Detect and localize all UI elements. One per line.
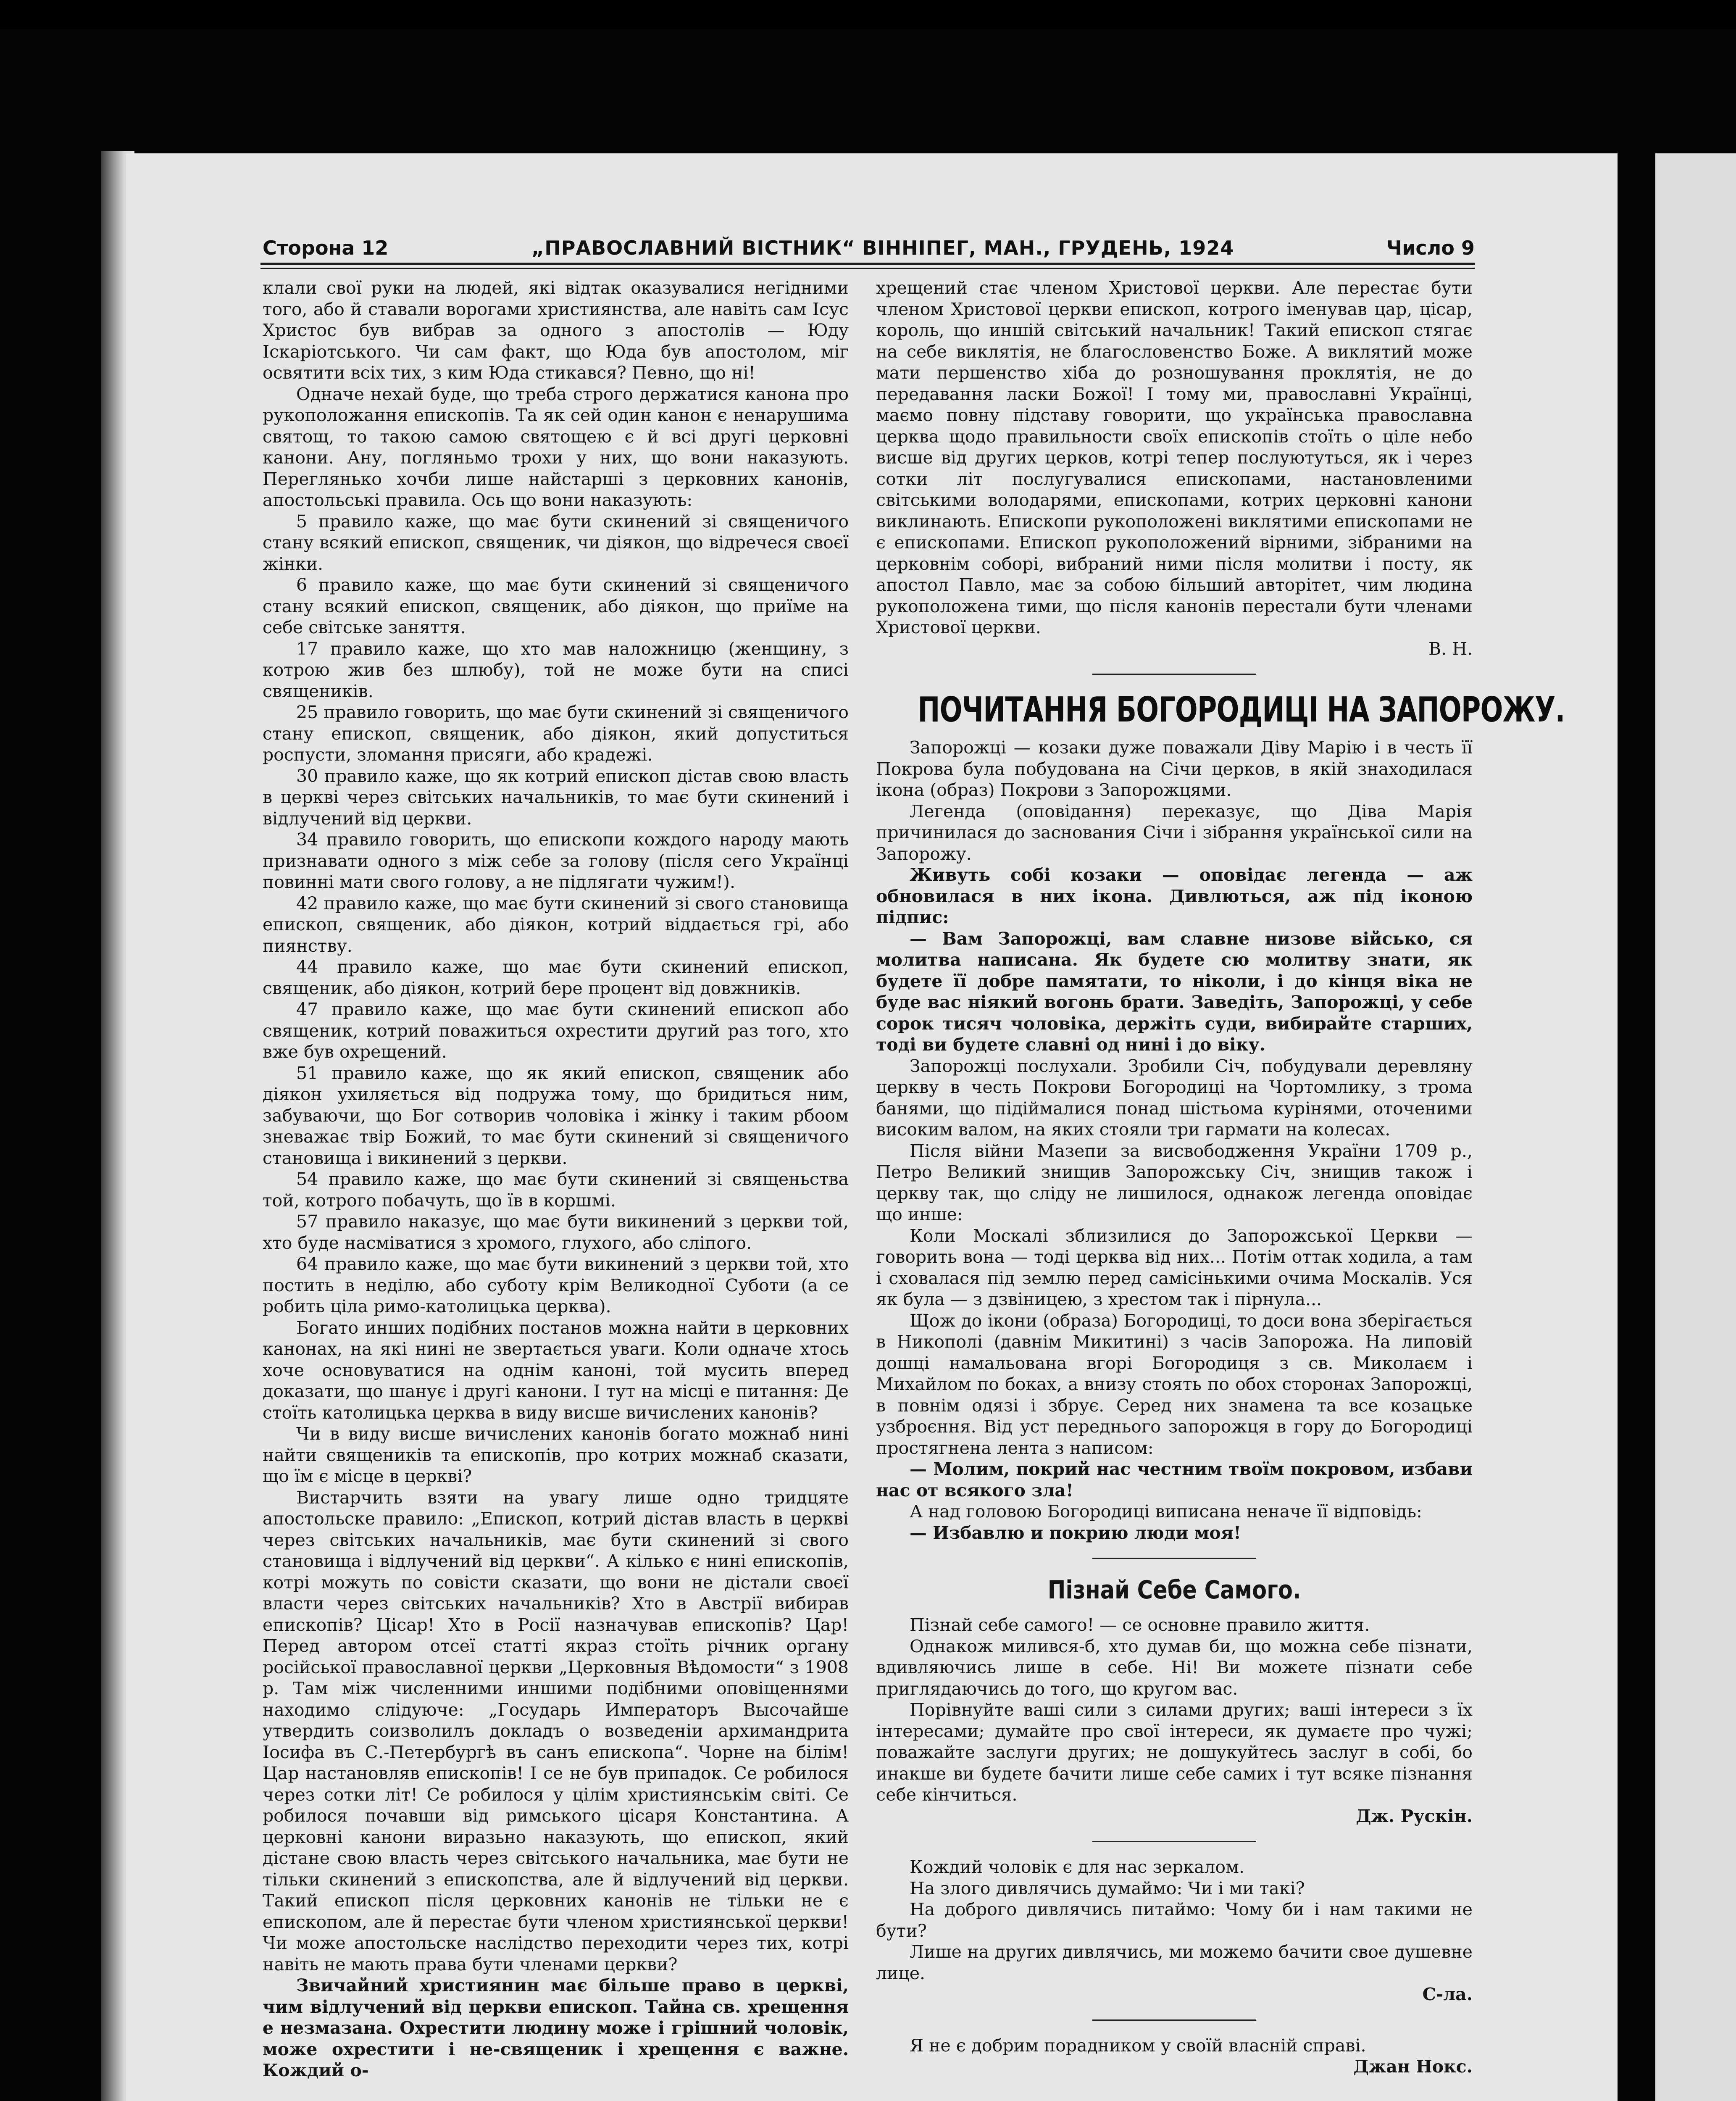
- right-column: [876, 277, 1565, 2077]
- paragraph: 51 правило каже, що як який епископ, священик або діякон ухиляється від подружа тому, що бридиться ним, забуваючи, що Бог сотворив чоловіка і жінку і таким рбоом зневажає твір Божий, то має бути скинений зі священичого становища і викинений з церкви.: [263, 1063, 849, 1168]
- paragraph: Живуть собі козаки — оповідає легенда — аж обновилася в них ікона. Дивлються, аж під іконою підпис:: [876, 865, 1473, 927]
- header-rule: [260, 263, 1475, 265]
- paragraph: 34 правило говорить, що епископи кождого народу мають признавати одного з між себе за голову (після сего Українці повинні мати свого голову, а не підлягати чужим!).: [263, 829, 849, 892]
- paragraph: Лише на других дивлячись, ми можемо бачити свое душевне лице.: [876, 1942, 1473, 1983]
- author-signature: В. Н.: [1428, 638, 1473, 659]
- paragraph: 30 правило каже, що як котрий епископ дістав свою власть в церкві через світських начальників, то має бути скинений і відлучений від церкви.: [263, 766, 849, 829]
- paragraph: клали свої руки на людей, які відтак оказувалися негідними того, або й ставали ворогами християнства, але навіть сам Ісус Христос був вибрав за одного з апостолів — Юду Іскаріотського. Чи сам факт, що Юда був апостолом, міг освятити всіх тих, з ким Юда стикався? Певно, що ні!: [263, 278, 849, 383]
- left-column: [263, 277, 849, 2081]
- author-signature: Джан Нокс.: [1353, 2056, 1473, 2077]
- header-rule-thin: [260, 268, 1475, 269]
- paragraph: Кождий чоловік є для нас зеркалом.: [910, 1857, 1244, 1877]
- paragraph: А над головою Богородиці виписана неначе її відповідь:: [910, 1501, 1422, 1522]
- page-header: [263, 233, 1475, 263]
- section-divider: [1092, 2019, 1256, 2021]
- article-title: Пізнай Себе Самого.: [1047, 1575, 1301, 1605]
- paragraph: 64 правило каже, що має бути викинений з церкви той, хто постить в неділю, або суботу крім Великодної Суботи (а се робить ціла римо-католицька церква).: [263, 1254, 849, 1316]
- paragraph: хрещений стає членом Христової церкви. Але перестає бути членом Христової церкви епископ, котрого іменував цар, цісар, король, що иншій світський начальник! Такий епископ стягає на себе виклятія, не благословенство Боже. А виклятий може мати першенство хіба до розношування проклятія, не до передавання ласки Божої! І тому ми, православні Українці, маємо повну підставу говорити, що українська православна церква щодо правильности своїх епископів стоїть о ціле небо висше від других церков, котрі тепер послуютуться, як і через сотки літ послугувалися епископами, настановленими світськими володарями, епископами, котрих церковні канони виклинають. Епископи рукоположені виклятими епископами не є епископами. Епископ рукоположений вірними, зібраними на церковнім соборі, вибраний ними після молитви і посту, як апостол Павло, має за собою більший авторітет, чим людина рукоположена тими, що після канонів перестали бути членами Христової церкви.: [876, 278, 1473, 637]
- author-signature: С-ла.: [1422, 1984, 1473, 2004]
- paragraph: Вистарчить взяти на увагу лише одно тридцяте апостольске правило: „Епископ, котрий дістав власть в церкві через світських начальників, має бути скинений зі свого становища і відлучений від церкви“. А кілько є нині епископів, котрі можуть по совісти сказати, що вони не дістали своєї власти через світських начальників? Хто в Австрії вибирав епископів? Цісар! Хто в Росії назначував епископів? Цар! Перед автором отсеї статті якраз стоїть річник органу російської православної церкви „Церковныя Вѣдомости“ з 1908 р. Там між численними иншими подібними оповіщеннями находимо слідуюче: „Государь Императоръ Высочайше утвердить соизволилъ докладъ о возведеніи архимандрита Іосифа въ С.-Петербургѣ въ санъ епископа“. Чорне на білім! Цар настановляв епископів! І се не був припадок. Се робилося через сотки літ! Се робилося у цілім християнськім світі. Се робилося почавши від римського цісаря Константина. А церковні канони виразьно наказують, що епископ, який дістане свою власть через світського начальника, має бути не тільки скинений з епископства, але й відлучений від церкви. Такий епископ після церковних канонів не тільки не є епископом, але й перестає бути членом християнської церкви! Чи може апостольске наслідство переходити через тих, котрі навіть не мають права бути членами церкви?: [263, 1487, 849, 1975]
- section-divider: [1092, 1841, 1256, 1842]
- scan-border: [0, 0, 1736, 29]
- paragraph: — Избавлю и покрию люди моя!: [910, 1522, 1242, 1543]
- paragraph: Запорожці послухали. Зробили Січ, побудували деревляну церкву в честь Покрови Богородиці на Чортомлику, з трома банями, що підіймалися понад шістьома курінями, оточеними високим валом, на яких стояли три гармати на колесах.: [876, 1056, 1473, 1140]
- masthead: „ПРАВОСЛАВНИЙ ВІСТНИК“ ВІННІПЕГ, МАН., ГРУДЕНЬ, 1924: [531, 237, 1234, 259]
- paragraph: 25 правило говорить, що має бути скинений зі священичого стану епископ, священик, або діякон, який допуститься роспусти, зломання присяги, або крадежі.: [263, 702, 849, 765]
- paragraph: Одначе нехай буде, що треба строго держатися канона про рукоположання епископів. Та як сей один канон є ненарушима святощ, то такою самою святощею є й всі другі церковні канони. Ану, погляньмо трохи у них, що вони наказують. Переглянько хочби лише найстарші з церковних канонів, апостольські правила. Ось що вони наказують:: [263, 384, 849, 510]
- paragraph: На доброго дивлячись питаймо: Чому би і нам такими не бути?: [876, 1899, 1473, 1941]
- paragraph: Коли Москалі зблизилися до Запорожської Церкви — говорить вона — тоді церква від них... Потім оттак ходила, а там і сховалася під землю перед самісінькими очима Москалів. Уся як була — з дзвіницею, з хрестом так і пірнула...: [876, 1225, 1473, 1309]
- article-title: ПОЧИТАННЯ БОГОРОДИЦІ НА ЗАПОРОЖУ.: [918, 690, 1565, 730]
- paragraph: Чи в виду висше вичислених канонів богато можнаб нині найти священиків та епископів, про котрих можнаб сказати, що їм є місце в церкві?: [263, 1424, 849, 1486]
- paragraph: Я не є добрим порадником у своїй власній справі.: [910, 2035, 1366, 2056]
- paragraph: Пізнай себе самого! — се основне правило життя.: [910, 1615, 1370, 1635]
- paragraph: Звичайний християнин має більше право в церкві, чим відлучений від церкви епископ. Тайна св. хрещення е незмазана. Охрестити людину може і грішний чоловік, може охрестити і не-священик і хрещення є важне. Кождий о-: [263, 1975, 849, 2080]
- adjacent-page-edge: [1655, 153, 1736, 2101]
- paragraph: Однакож милився-б, хто думав би, що можна себе пізнати, вдивляючись лише в себе. Ні! Ви можете пізнати себе приглядаючись до того, що кругом вас.: [876, 1636, 1473, 1699]
- paragraph: Щож до ікони (образа) Богородиці, то доси вона зберігається в Никополі (давнім Микитині) з часів Запорожа. На липовій дошці намальована вгорі Богородиця з св. Миколаєм і Михайлом по боках, а внизу стоять по обох сторонах Запорожці, в повнім одязі і збрує. Серед них знамена та все козацьке узброєння. Від уст переднього запорожця в гору до Богородиці простягнена лента з написом:: [876, 1310, 1473, 1458]
- paragraph: 17 правило каже, що хто мав наложницю (женщину, з котрою жив без шлюбу), той не може бути на списі священиків.: [263, 638, 849, 701]
- paragraph: Запорожці — козаки дуже поважали Діву Марію і в честь її Покрова була побудована на Січи церков, в якій знаходилася ікона (образ) Покрови з Запорожцями.: [876, 737, 1473, 800]
- paragraph: 47 правило каже, що має бути скинений епископ або священик, котрий поважиться охрестити другий раз того, хто вже був охрещений.: [263, 999, 849, 1062]
- author-signature: Дж. Рускін.: [1356, 1806, 1473, 1826]
- issue-number: Число 9: [1386, 237, 1475, 259]
- paragraph: 57 правило наказує, що має бути викинений з церкви той, хто буде насміватися з хромого, глухого, або сліпого.: [263, 1211, 849, 1253]
- paragraph: 54 правило каже, що має бути скинений зі священьства той, котрого побачуть, що їв в коршмі.: [263, 1169, 849, 1211]
- paragraph: — Молим, покрий нас честним твоїм покровом, избави нас от всякого зла!: [876, 1459, 1473, 1501]
- section-divider: [1092, 674, 1256, 675]
- paragraph: 5 правило каже, що має бути скинений зі священичого стану всякий епископ, священик, чи діякон, що відречеся своєї жінки.: [263, 511, 849, 574]
- paragraph: — Вам Запорожці, вам славне низове військо, ся молитва написана. Як будете сю молитву знати, як будете її добре памятати, то ніколи, і до кінця віка не буде вас ніякий вогонь брати. Заведіть, Запорожці, у себе сорок тисяч чоловіка, держіть суди, вибирайте старших, тоді ви будете славні од нині і до віку.: [876, 928, 1473, 1055]
- paragraph: 44 правило каже, що має бути скинений епископ, священик, або діякон, котрий бере процент від довжників.: [263, 957, 849, 998]
- paragraph: Порівнуйте ваші сили з силами других; ваші інтереси з їх інтересами; думайте про свої інтереси, як думаєте про чужі; поважайте заслуги других; не дошукуйтесь заслуг в собі, бо инакше ви будете бачити лише себе самих і тут всяке пізнання себе кінчиться.: [876, 1700, 1473, 1805]
- paragraph: Після війни Мазепи за висвободження України 1709 р., Петро Великий знищив Запорожську Січ, знищив також і церкву так, що сліду не лишилося, однакож легенда оповідає що инше:: [876, 1140, 1473, 1224]
- paragraph: 6 правило каже, що має бути скинений зі священичого стану всякий епископ, священик, або діякон, що приїме на себе світське заняття.: [263, 575, 849, 637]
- paragraph: Легенда (оповідання) переказує, що Діва Марія причинилася до заснования Січи і зібрання української сили на Запорожу.: [876, 801, 1473, 864]
- paragraph: Богато инших подібних постанов можна найти в церковних канонах, на які нині не звертається уваги. Коли одначе хтось хоче основуватися на однім каноні, той мусить вперед доказати, що шанує і другі канони. І тут на місці е питання: Де стоїть католицька церква в виду висше вичислених канонів?: [263, 1317, 849, 1423]
- page-number: Сторона 12: [263, 237, 389, 259]
- section-divider: [1092, 1558, 1256, 1559]
- paragraph: На злого дивлячись думаймо: Чи і ми такі?: [910, 1878, 1305, 1898]
- paragraph: 42 правило каже, що має бути скинений зі свого становища епископ, священик, або діякон, котрий віддається грі, або пиянству.: [263, 893, 849, 956]
